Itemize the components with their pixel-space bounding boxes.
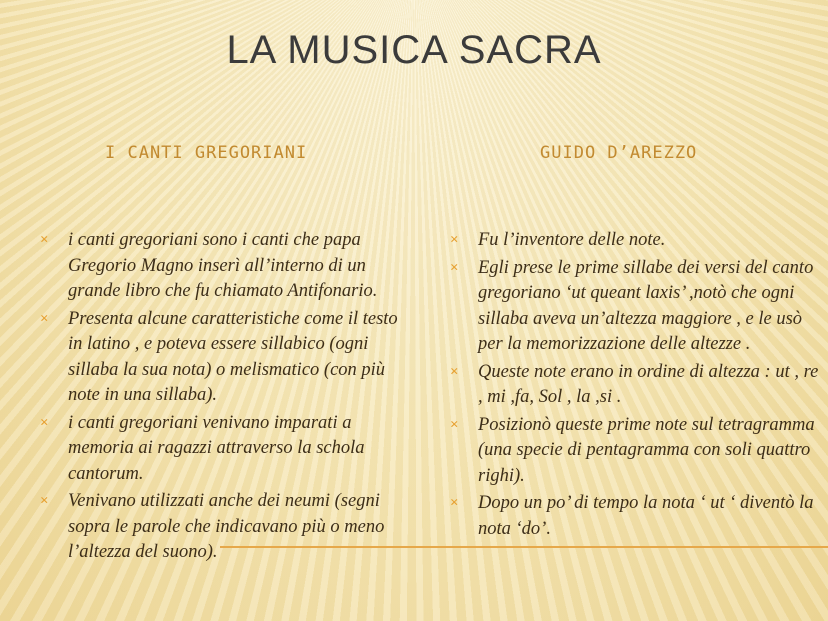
list-item: [450, 360, 822, 411]
list-item: [450, 413, 822, 490]
bullet-x-icon: ×: [450, 259, 459, 276]
list-item: [450, 228, 822, 254]
left-column-heading: I CANTI GREGORIANI: [105, 143, 308, 163]
bullet-x-icon: ×: [40, 232, 49, 248]
slide-title: LA MUSICA SACRA: [226, 28, 602, 72]
list-item: [40, 228, 400, 305]
list-item-text: Presenta alcune caratteristiche come il testo in latino , e poteva essere sillabico (ogni sillaba la sua nota) o melismatico (con più note in una sillaba).: [68, 308, 398, 405]
list-item-text: Venivano utilizzati anche dei neumi (segni sopra le parole che indicavano più o meno l’altezza del suono).: [68, 491, 385, 562]
list-item: [40, 489, 400, 566]
decorative-divider: [220, 546, 828, 548]
left-bullet-list: [40, 228, 400, 568]
bullet-x-icon: ×: [450, 232, 459, 248]
list-item: [40, 411, 400, 488]
bullet-x-icon: ×: [450, 495, 459, 511]
right-bullet-list: [450, 228, 822, 544]
list-item-text: i canti gregoriani venivano imparati a memoria ai ragazzi attraverso la schola cantorum.: [68, 412, 365, 484]
list-item: [40, 307, 400, 409]
bullet-x-icon: ×: [40, 310, 49, 327]
bullet-x-icon: ×: [450, 363, 459, 380]
bullet-x-icon: ×: [450, 416, 459, 433]
list-item-text: Posizionò queste prime note sul tetragramma (una specie di pentagramma con soli quattro righi).: [478, 414, 815, 486]
list-item: [450, 491, 822, 542]
list-item: [450, 256, 822, 358]
list-item-text: Fu l’inventore delle note.: [478, 230, 666, 250]
right-column-heading: GUIDO D’AREZZO: [540, 143, 698, 163]
list-item-text: Queste note erano in ordine di altezza : ut , re , mi ,fa, Sol , la ,si .: [478, 361, 819, 407]
list-item-text: i canti gregoriani sono i canti che papa Gregorio Magno inserì all’interno di un grande libro che fu chiamato Antifonario.: [68, 230, 378, 301]
list-item-text: Dopo un po’ di tempo la nota ‘ ut ‘ diventò la nota ‘do’.: [478, 493, 814, 539]
bullet-x-icon: ×: [40, 493, 49, 509]
list-item-text: Egli prese le prime sillabe dei versi del canto gregoriano ‘ut queant laxis’ ,notò che ogni sillaba aveva un’altezza maggiore , e le usò per la memorizzazione delle altezze .: [478, 257, 814, 354]
bullet-x-icon: ×: [40, 414, 49, 431]
